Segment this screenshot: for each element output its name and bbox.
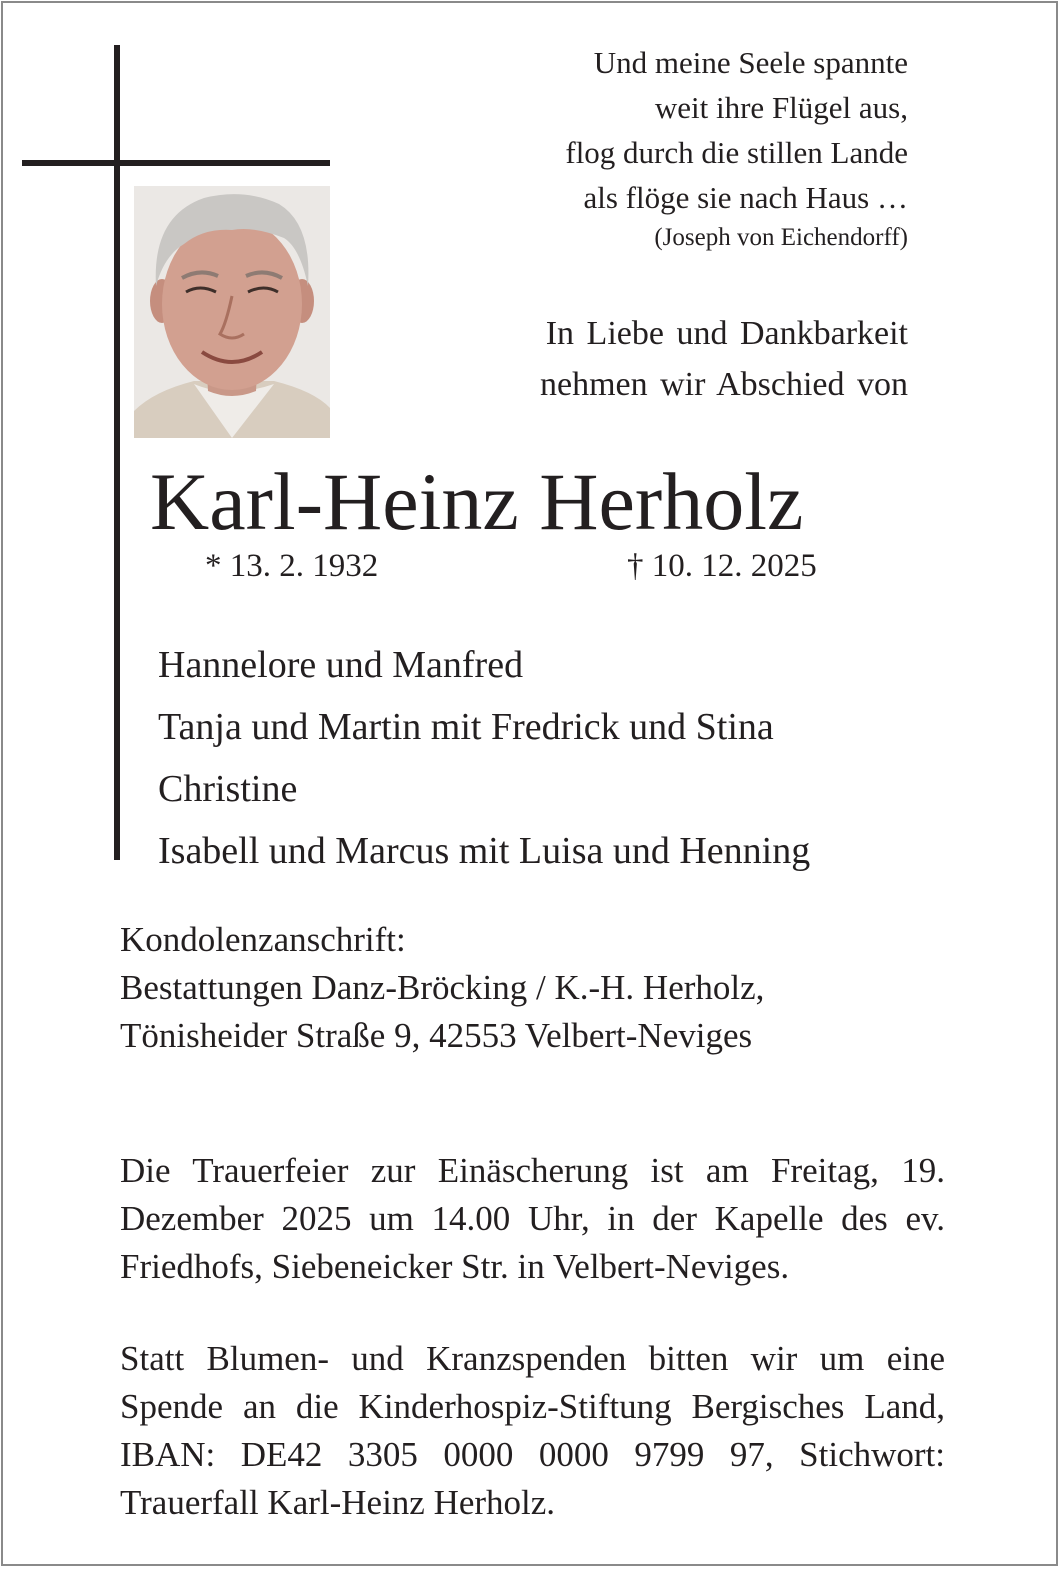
poem-line: als flöge sie nach Haus … [583, 180, 908, 215]
cross-vertical-bar [114, 45, 120, 860]
poem-quote [488, 40, 908, 256]
poem-line: flog durch die stillen Lande [565, 135, 908, 170]
intro-text [448, 308, 908, 410]
intro-line-1: In Liebe und Dankbarkeit [545, 315, 908, 352]
poem-line: Und meine Seele spannte [593, 45, 908, 80]
mourner-line: Hannelore und Manfred [158, 644, 524, 686]
poem-line: weit ihre Flügel aus, [654, 90, 908, 125]
donation-text: Statt Blumen- und Kranzspenden bitten wir um eine Spende an die Kinderhospiz-Stiftung Bergisches Land, IBAN: DE42 3305 0000 0000 9799 97, Stichwort: Trauerfall Karl-Heinz Herholz. [120, 1339, 945, 1522]
birth-date: * 13. 2. 1932 [205, 548, 379, 584]
mourner-line: Tanja und Martin mit Fredrick und Stina [158, 706, 774, 748]
condolence-line-1: Bestattungen Danz-Bröcking / K.-H. Herholz, [120, 968, 765, 1007]
portrait-illustration [134, 186, 330, 438]
death-date: † 10. 12. 2025 [627, 548, 817, 584]
funeral-service-text: Die Trauerfeier zur Einäscherung ist am Freitag, 19. Dezember 2025 um 14.00 Uhr, in der Kapelle des ev. Friedhofs, Siebeneicker Str. in Velbert-Neviges. [120, 1151, 945, 1286]
intro-line-2: nehmen wir Abschied von [540, 366, 908, 403]
deceased-name: Karl-Heinz Herholz [150, 456, 804, 547]
condolence-address [120, 916, 945, 1060]
mourner-line: Isabell und Marcus mit Luisa und Henning [158, 830, 811, 872]
cross-horizontal-bar [22, 160, 330, 166]
poem-author: (Joseph von Eichendorff) [654, 224, 908, 251]
condolence-label: Kondolenzanschrift: [120, 920, 406, 959]
mourner-line: Christine [158, 768, 298, 810]
condolence-line-2: Tönisheider Straße 9, 42553 Velbert-Neviges [120, 1016, 753, 1055]
portrait-photo [134, 186, 330, 438]
mourners-list [158, 634, 938, 882]
